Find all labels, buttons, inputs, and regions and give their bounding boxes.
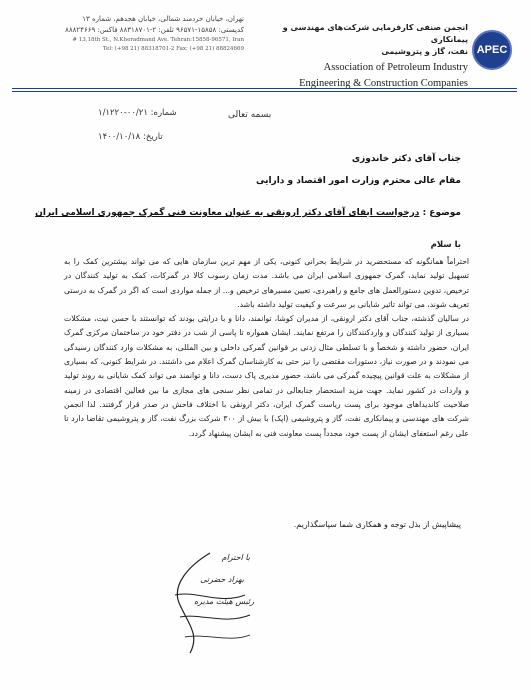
org-name-fa-2: نفت، گاز و پتروشیمی xyxy=(381,47,468,56)
org-name-en-1: Association of Petroleum Industry xyxy=(323,62,468,73)
addressee-title: مقام عالی محترم وزارت امور اقتصاد و دارایی xyxy=(255,176,461,186)
basmala: بسمه تعالی xyxy=(228,110,272,120)
greeting: با سلام xyxy=(430,240,461,250)
signature-name: بهزاد حضرتی xyxy=(200,575,244,584)
signature-title: رئیس هیئت مدیره xyxy=(193,597,254,606)
apec-logo xyxy=(472,30,512,70)
org-name-fa-1: انجمن صنفی کارفرمایی شرکت‌های مهندسی و پیمانکاری xyxy=(282,23,468,44)
body-paragraph-1: احتراماً همانگونه که مستحضرید در شرایط بحرانی کنونی، یکی از مهم ترین سازمان هایی که می تواند بیشترین کمک را به تسهیل تولید نماید، گمرک جمهوری اسلامی ایران می باشد. مدت زمان رسوب کالا در گمرکات، کمک به تولید کنندگان در ترخیص، تدوین دستورالعمل های جامع و راهبردی، تعیین مسیرهای ترخیص و... از جمله مواردی است که اگر در گمرک به درستی تعریف شوند، می تواند تاثیر شایانی بر سرعت و کیفیت تولید داشته باشد. xyxy=(64,257,469,309)
org-name-en-2: Engineering & Construction Companies xyxy=(299,78,468,89)
closing-line: پیشاپیش از بذل توجه و همکاری شما سپاسگذاریم. xyxy=(293,520,461,529)
letter-body xyxy=(64,255,469,441)
address-fa-line-2: کدپستی: ۱۵۸۵۸-۹۶۵۷۱ تلفن: ۲-۸۸۳۱۸۷۰۱ فاکس: ۸۸۸۲۴۶۶۹ xyxy=(65,26,244,34)
address-fa-line-1: تهران، خیابان خردمند شمالی، خیابان هجدهم، شماره ۱۳ xyxy=(82,15,244,23)
signature-respect: با احترام xyxy=(221,553,250,562)
header-rule xyxy=(12,88,517,89)
addressee-name: جناب آقای دکتر خاندوزی xyxy=(351,154,461,164)
letter-date: تاریخ: ۱۴۰۰/۱۰/۱۸ xyxy=(98,132,163,142)
subject-line xyxy=(35,208,461,218)
signature-block xyxy=(150,545,270,665)
letterhead-contact xyxy=(14,14,244,54)
header-rule-thin xyxy=(12,91,517,92)
subject-prefix: موضوع : xyxy=(422,208,461,218)
address-en-line-1: # 13,18th St., N.Kheradmand Ave. Tehran:15858-96571, Iran xyxy=(72,37,244,43)
subject-text: درخواست ابقای آقای دکتر ارونقی به عنوان معاونت فنی گمرک جمهوری اسلامی ایران xyxy=(35,208,420,218)
logo-text: APEC xyxy=(476,44,508,56)
letterhead-organization xyxy=(258,22,468,90)
body-paragraph-2: در سالیان گذشته، جناب آقای دکتر ارونقی، از مدیران کوشا، توانمند، دانا و با درایتی بودند که توانستند با حسن نیت، مشکلات بسیاری از تولید کنندگان و واردکنندگان را مرتفع نمایند. ایشان همواره تا پاسی از شب در دفتر خود در ساختمان مرکزی گمرک ایران، حضور داشته و شخصاً و با تسلطی مثال زدنی بر قوانین گمرکی داخلی و بین المللی، به مشکلات وارد کنندگان رسیدگی می نمودند و در صورت نیاز، دستورات مقتضی را نیز حتی به کارشناسان گمرک اعلام می داشتند. در شرایط کنونی، که بسیاری از مشکلات به علت قوانین پیچیده گمرکی می باشد، حضور مدیری پاک دست، دانا و توانمند می تواند کمک شایانی به روند تولید و واردات در کشور نماید. جهت مزید استحضار جنابعالی در تمامی نظر سنجی های مجازی ما بین فعالین اقتصادی در زمینه صلاحیت کاندیداهای موجود برای پست ریاست گمرک ایران، دکتر ارونقی با اختلاف فاحش در صدر قرار گرفتند. لذا انجمن شرکت های مهندسی و پیمانکاری نفت، گاز و پتروشیمی (اپک) با بیش از ۳۰۰ شرکت بزرگ نفت، گاز و پتروشیمی تقاضا دارد تا علی رغم استعفای ایشان از پست خود، مجدداً پست معاونت فنی به ایشان پیشنهاد گردد. xyxy=(64,314,469,438)
letter-number: شماره: ۰۰/۲۱-۱/۱۲۲۰ xyxy=(98,108,177,118)
address-en-line-2: Tel: (+98 21) 88318701-2 Fax: (+98 21) 88824669 xyxy=(102,46,244,52)
